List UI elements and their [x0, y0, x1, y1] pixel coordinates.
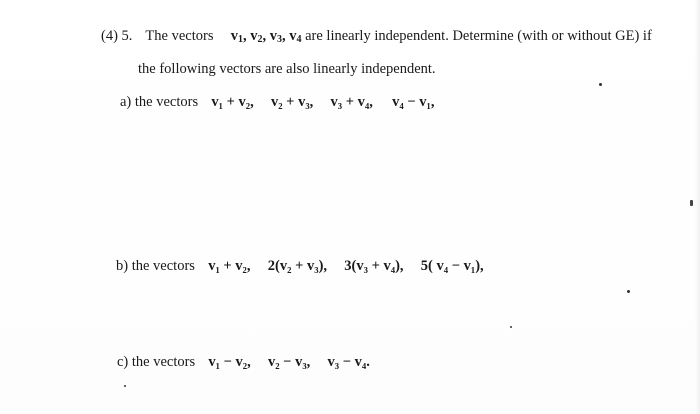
problem-number: (4) 5.	[101, 28, 133, 44]
intro-text: The vectors	[145, 28, 214, 44]
part-c-lead: the vectors	[131, 354, 196, 370]
problem-statement-line-1	[101, 27, 652, 45]
part-a-label: a)	[120, 94, 132, 110]
part-a-lead: the vectors	[134, 94, 199, 110]
part-c	[117, 353, 370, 371]
scan-edge-mark	[690, 200, 693, 206]
part-c-term-3: v₃ − v₄.	[327, 354, 370, 370]
part-b	[116, 257, 484, 275]
scan-speck	[627, 290, 630, 293]
part-a-term-1: v₁ + v₂,	[211, 94, 254, 110]
page-edge-shadow	[694, 0, 700, 414]
part-a-term-3: v₃ + v₄,	[330, 94, 373, 110]
part-c-label: c)	[117, 354, 129, 370]
scan-speck	[599, 83, 602, 86]
part-a	[120, 93, 434, 111]
part-c-term-2: v₂ − v₃,	[267, 354, 311, 370]
part-b-term-1: v₁ + v₂,	[208, 258, 251, 274]
problem-statement-line-2: the following vectors are also linearly independent.	[138, 61, 436, 77]
part-b-lead: the vectors	[131, 258, 195, 274]
part-b-term-4: 5( v₄ − v₁),	[420, 258, 484, 274]
intro-tail: are linearly independent. Determine (with or without GE) if	[305, 28, 652, 44]
part-a-term-2: v₂ + v₃,	[270, 94, 314, 110]
part-b-term-2: 2(v₂ + v₃),	[267, 258, 328, 274]
part-a-term-4: v₄ − v₁,	[392, 94, 435, 110]
part-c-term-1: v₁ − v₂,	[208, 354, 251, 370]
part-b-term-3: 3(v₃ + v₄),	[344, 258, 404, 274]
scan-speck	[510, 326, 512, 328]
vector-list: $v_1$, $v_2$, $v_3$, $v_4$	[230, 28, 302, 45]
scan-speck	[124, 385, 126, 387]
part-b-label: b)	[116, 258, 129, 274]
